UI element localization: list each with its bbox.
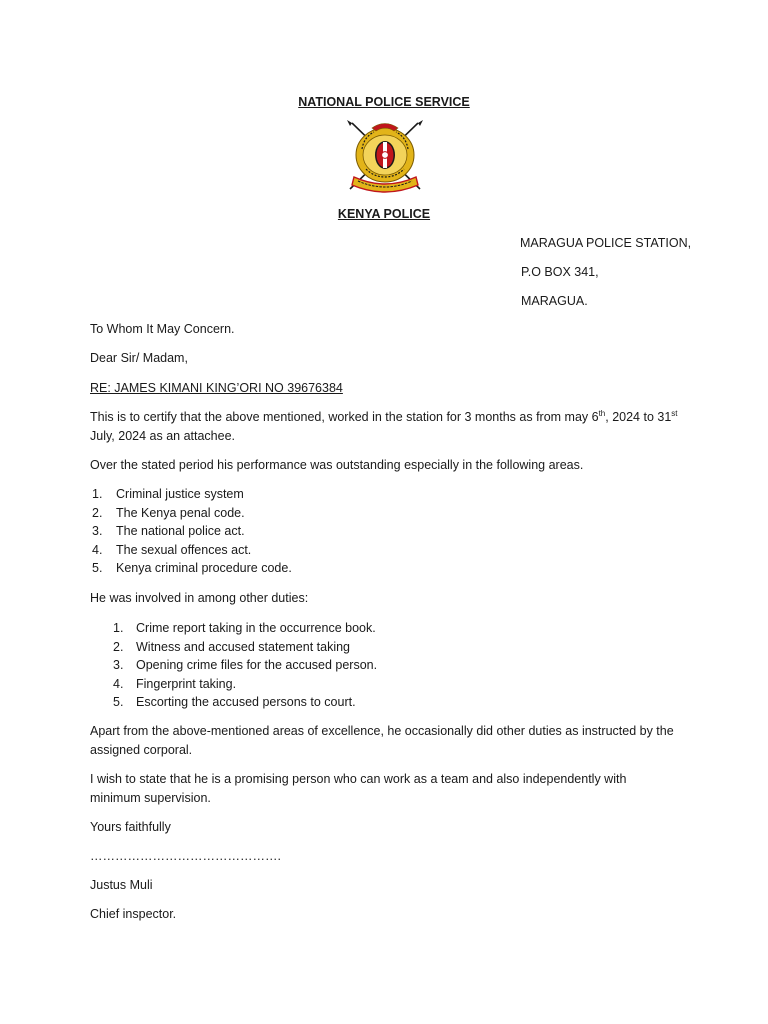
duties-intro: He was involved in among other duties: <box>90 591 309 605</box>
signature-line: ………………………………………. <box>90 849 281 863</box>
service-heading: NATIONAL POLICE SERVICE <box>298 95 470 109</box>
salutation-dear: Dear Sir/ Madam, <box>90 351 188 365</box>
signatory-title: Chief inspector. <box>90 907 177 921</box>
promising-paragraph: I wish to state that he is a promising person who can work as a team and also independently with minimum supervision. <box>90 772 627 805</box>
address-line-1: MARAGUA POLICE STATION, <box>520 236 692 250</box>
salutation-to: To Whom It May Concern. <box>90 322 235 336</box>
performance-intro: Over the stated period his performance was outstanding especially in the following areas. <box>90 458 584 472</box>
letter-page: NATIONAL POLICE SERVICE KENYA POLICE MARAGUA POLICE STATION, P.O BOX 341, MARAGUA. To Whom It May Concern. Dear Sir/ Madam, RE: JAMES KIMANI KING’ORI NO 39676384 This is to certify that the above mentioned, worked in the station for 3 months as from may 6th, 2024 to 31st July, 2024 as an attachee. Over the stated period his performance was outstanding especially in the following areas. 1. Criminal justice system 2. The Kenya penal code. 3. The national police act. 4. The sexual offences act. 5. Kenya criminal procedure code. He was involved in among other duties: 1. Crime report taking in the occurrence book. 2. Witness and accused statement taking 3. Opening crime files for the accused person. 4. Fingerprint taking. 5. Escorting the accused persons to court. Apart from the above-mentioned areas of excellence, he occasionally did other duties as instructed by the assigned corporal. I wish to state that he is a promising person who can work as a team and also independently with minimum supervision. Yours faithfully ………………………………………. Justus Muli Chief inspector. <box>0 0 768 1024</box>
subtitle-heading: KENYA POLICE <box>337 207 431 221</box>
sign-off: Yours faithfully <box>90 820 171 834</box>
certify-paragraph: This is to certify that the above mentioned, worked in the station for 3 months as from may 6th, 2024 to 31st July, 2024 as an attachee. <box>90 409 678 443</box>
kenya-police-crest-icon <box>344 119 426 195</box>
address-line-2: P.O BOX 341, <box>521 265 599 279</box>
address-line-3: MARAGUA. <box>521 294 588 308</box>
signatory-name: Justus Muli <box>90 878 153 892</box>
excellence-paragraph: Apart from the above-mentioned areas of excellence, he occasionally did other duties as instructed by the assigned corporal. <box>90 724 674 757</box>
subject-line: RE: JAMES KIMANI KING’ORI NO 39676384 <box>90 381 343 395</box>
